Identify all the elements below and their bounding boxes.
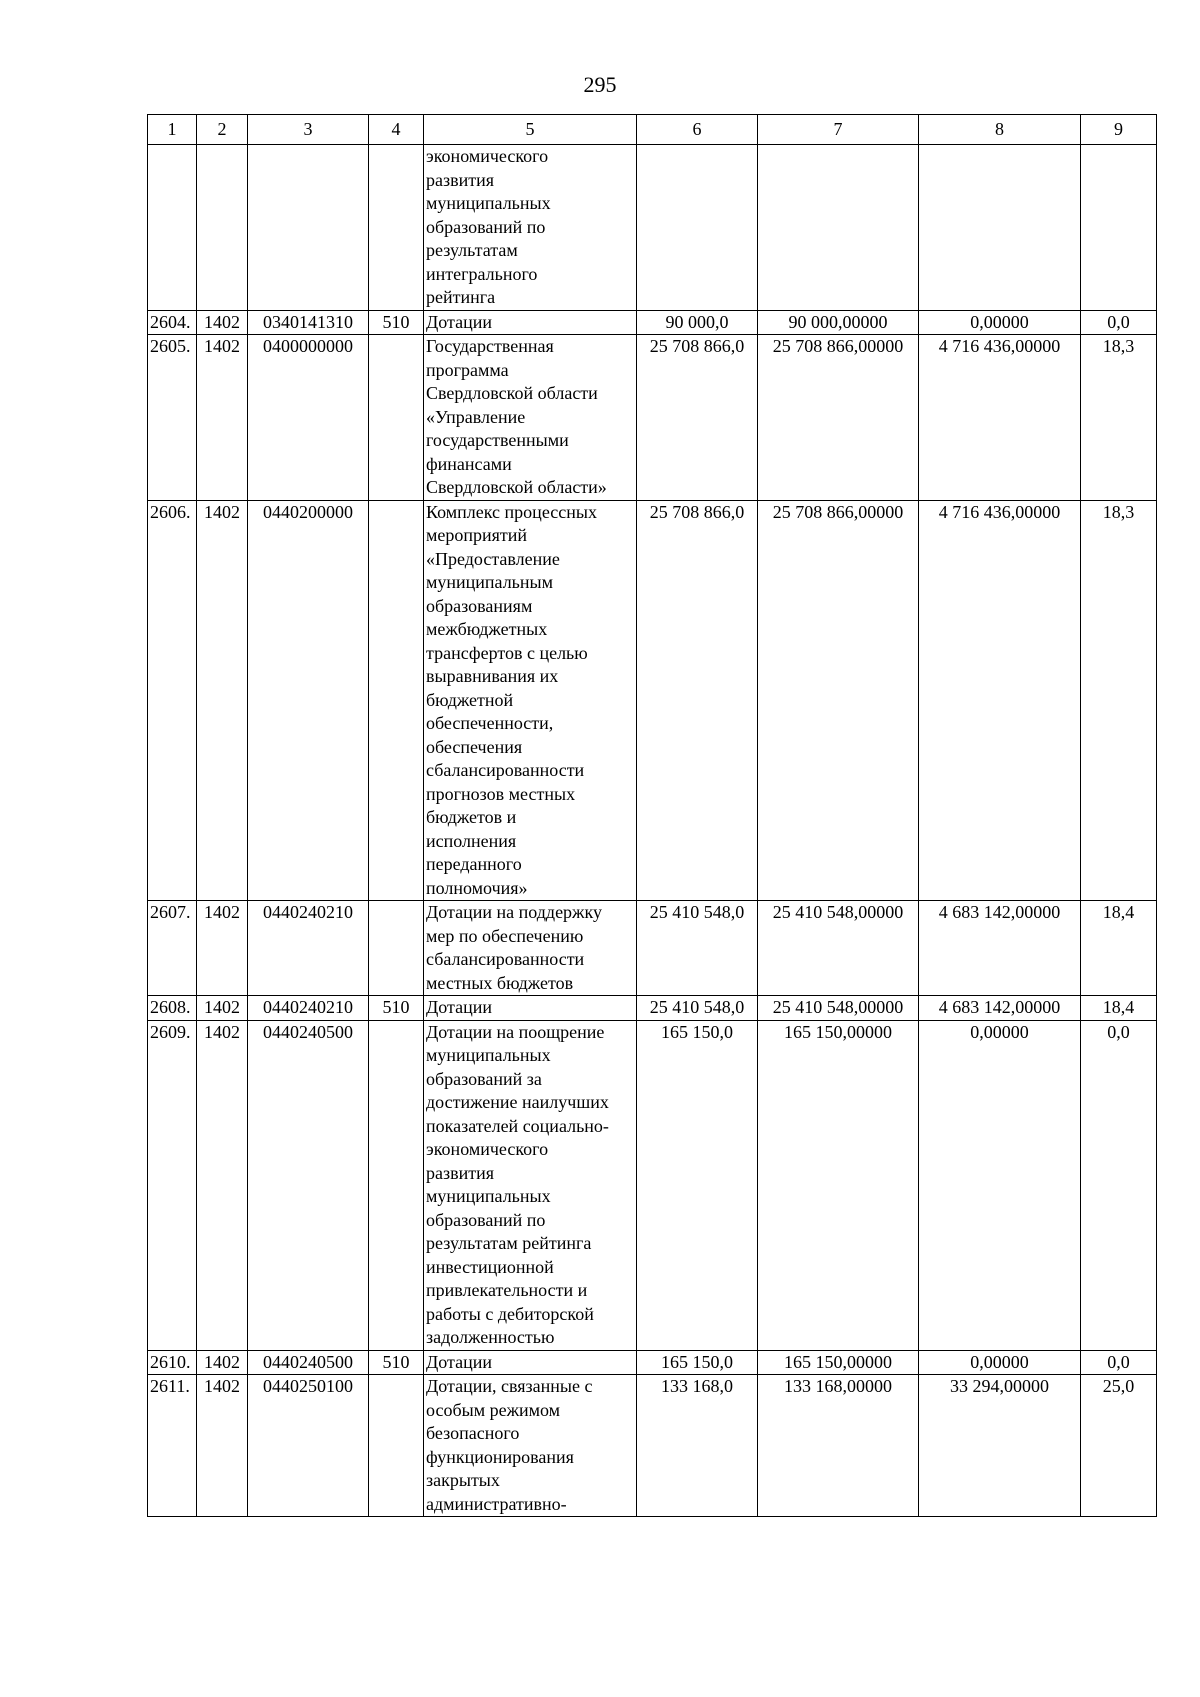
name-line: Комплекс процессных — [426, 501, 597, 522]
section-code-cell: 1402 — [197, 310, 248, 335]
name-line: Дотации — [426, 311, 493, 332]
name-line: закрытых — [426, 1470, 500, 1490]
executed-amount-cell — [919, 145, 1081, 311]
name-cell — [424, 500, 637, 901]
budget-table — [147, 114, 1157, 1517]
row-number-cell: 2605. — [148, 335, 197, 501]
expense-type-cell: 510 — [369, 996, 424, 1021]
law-amount-cell: 25 410 548,0 — [637, 996, 758, 1021]
name-cell — [424, 901, 637, 996]
executed-amount-cell: 4 683 142,00000 — [919, 901, 1081, 996]
name-line: привлекательности и — [426, 1280, 588, 1300]
name-cell — [424, 310, 637, 335]
expense-type-cell: 510 — [369, 310, 424, 335]
name-line: экономического — [426, 146, 549, 166]
executed-amount-cell: 0,00000 — [919, 310, 1081, 335]
budget-list-amount-cell: 25 410 548,00000 — [758, 996, 919, 1021]
name-line: Государственная — [426, 336, 554, 356]
percent-cell: 18,4 — [1081, 996, 1157, 1021]
target-article-cell: 0440240500 — [248, 1350, 369, 1375]
header-cell: 6 — [637, 115, 758, 145]
name-line: задолженностью — [426, 1327, 555, 1347]
name-line: Дотации, связанные с — [426, 1376, 593, 1396]
name-line: Дотации на поддержку — [426, 902, 602, 922]
name-line: местных бюджетов — [426, 972, 574, 993]
table-row — [148, 1350, 1157, 1375]
budget-list-amount-cell: 165 150,00000 — [758, 1350, 919, 1375]
percent-cell: 0,0 — [1081, 310, 1157, 335]
page-number: 295 — [583, 72, 617, 97]
name-cell — [424, 335, 637, 501]
name-line: бюджетной — [426, 689, 514, 710]
name-cell — [424, 1350, 637, 1375]
expense-type-cell — [369, 901, 424, 996]
percent-cell: 0,0 — [1081, 1350, 1157, 1375]
name-cell — [424, 145, 637, 311]
name-line: особым режимом — [426, 1399, 561, 1420]
name-line: сбалансированности — [426, 760, 585, 780]
name-line: межбюджетных — [426, 619, 548, 639]
name-line: мероприятий — [426, 525, 528, 545]
row-number-cell: 2606. — [148, 500, 197, 901]
header-cell: 4 — [369, 115, 424, 145]
header-cell: 8 — [919, 115, 1081, 145]
expense-type-cell — [369, 500, 424, 901]
name-line: переданного — [426, 854, 522, 874]
target-article-cell: 0440240210 — [248, 996, 369, 1021]
expense-type-cell: 510 — [369, 1350, 424, 1375]
law-amount-cell: 165 150,0 — [637, 1350, 758, 1375]
name-line: выравнивания их — [426, 666, 559, 686]
table-row — [148, 1375, 1157, 1517]
name-line: развития — [426, 1162, 495, 1183]
name-line: финансами — [426, 453, 512, 474]
budget-list-amount-cell — [758, 145, 919, 311]
target-article-cell — [248, 145, 369, 311]
target-article-cell: 0440250100 — [248, 1375, 369, 1517]
section-code-cell: 1402 — [197, 1020, 248, 1350]
name-line: программа — [426, 359, 509, 380]
budget-list-amount-cell: 165 150,00000 — [758, 1020, 919, 1350]
percent-cell: 25,0 — [1081, 1375, 1157, 1517]
name-line: муниципальным — [426, 572, 554, 592]
expense-type-cell — [369, 335, 424, 501]
name-line: безопасного — [426, 1423, 520, 1443]
target-article-cell: 0400000000 — [248, 335, 369, 501]
law-amount-cell: 25 410 548,0 — [637, 901, 758, 996]
row-number-cell — [148, 145, 197, 311]
executed-amount-cell: 0,00000 — [919, 1020, 1081, 1350]
name-line: образований за — [426, 1068, 542, 1089]
budget-list-amount-cell: 133 168,00000 — [758, 1375, 919, 1517]
name-line: инвестиционной — [426, 1256, 554, 1277]
row-number-cell: 2604. — [148, 310, 197, 335]
name-line: государственными — [426, 430, 569, 450]
section-code-cell: 1402 — [197, 335, 248, 501]
target-article-cell: 0340141310 — [248, 310, 369, 335]
name-line: мер по обеспечению — [426, 925, 584, 946]
budget-list-amount-cell: 90 000,00000 — [758, 310, 919, 335]
table-row — [148, 335, 1157, 501]
name-line: исполнения — [426, 830, 517, 851]
name-line: муниципальных — [426, 1186, 551, 1206]
percent-cell — [1081, 145, 1157, 311]
header-cell: 3 — [248, 115, 369, 145]
name-line: развития — [426, 169, 495, 190]
section-code-cell — [197, 145, 248, 311]
target-article-cell: 0440200000 — [248, 500, 369, 901]
name-line: прогнозов местных — [426, 783, 576, 804]
row-number-cell: 2608. — [148, 996, 197, 1021]
header-cell: 2 — [197, 115, 248, 145]
executed-amount-cell: 0,00000 — [919, 1350, 1081, 1375]
table-body — [148, 145, 1157, 1517]
name-line: муниципальных — [426, 1045, 551, 1065]
name-line: Дотации на поощрение — [426, 1021, 605, 1042]
name-line: работы с дебиторской — [426, 1303, 594, 1324]
name-line: экономического — [426, 1139, 549, 1159]
name-line: муниципальных — [426, 193, 551, 213]
name-cell — [424, 1020, 637, 1350]
target-article-cell: 0440240210 — [248, 901, 369, 996]
expense-type-cell — [369, 1020, 424, 1350]
name-cell — [424, 996, 637, 1021]
name-line: «Управление — [426, 406, 526, 427]
law-amount-cell: 90 000,0 — [637, 310, 758, 335]
law-amount-cell — [637, 145, 758, 311]
budget-list-amount-cell: 25 708 866,00000 — [758, 500, 919, 901]
name-line: показателей социально- — [426, 1115, 609, 1136]
header-cell: 9 — [1081, 115, 1157, 145]
percent-cell: 18,4 — [1081, 901, 1157, 996]
name-line: образованиям — [426, 595, 533, 616]
name-line: интегрального — [426, 263, 538, 284]
percent-cell: 18,3 — [1081, 500, 1157, 901]
percent-cell: 0,0 — [1081, 1020, 1157, 1350]
table-row — [148, 1020, 1157, 1350]
table-row — [148, 996, 1157, 1021]
name-line: рейтинга — [426, 287, 496, 307]
name-line: функционирования — [426, 1446, 574, 1467]
percent-cell: 18,3 — [1081, 335, 1157, 501]
executed-amount-cell: 4 716 436,00000 — [919, 500, 1081, 901]
name-line: полномочия» — [426, 877, 528, 898]
law-amount-cell: 133 168,0 — [637, 1375, 758, 1517]
section-code-cell: 1402 — [197, 1350, 248, 1375]
name-line: «Предоставление — [426, 548, 560, 569]
name-line: Свердловской области» — [426, 477, 607, 497]
header-cell: 7 — [758, 115, 919, 145]
name-line: Дотации — [426, 997, 493, 1017]
law-amount-cell: 25 708 866,0 — [637, 335, 758, 501]
row-number-cell: 2609. — [148, 1020, 197, 1350]
expense-type-cell — [369, 1375, 424, 1517]
name-line: обеспеченности, — [426, 713, 554, 733]
section-code-cell: 1402 — [197, 1375, 248, 1517]
name-line: Дотации — [426, 1351, 493, 1372]
name-line: Свердловской области — [426, 383, 598, 403]
name-line: административно- — [426, 1493, 567, 1514]
name-line: результатам рейтинга — [426, 1233, 592, 1253]
header-cell: 5 — [424, 115, 637, 145]
name-line: сбалансированности — [426, 949, 585, 969]
budget-list-amount-cell: 25 708 866,00000 — [758, 335, 919, 501]
section-code-cell: 1402 — [197, 996, 248, 1021]
expense-type-cell — [369, 145, 424, 311]
executed-amount-cell: 4 716 436,00000 — [919, 335, 1081, 501]
name-line: образований по — [426, 1209, 546, 1230]
row-number-cell: 2610. — [148, 1350, 197, 1375]
table-row — [148, 500, 1157, 901]
law-amount-cell: 25 708 866,0 — [637, 500, 758, 901]
table-row — [148, 901, 1157, 996]
target-article-cell: 0440240500 — [248, 1020, 369, 1350]
name-line: обеспечения — [426, 736, 523, 757]
table-row — [148, 145, 1157, 311]
section-code-cell: 1402 — [197, 500, 248, 901]
section-code-cell: 1402 — [197, 901, 248, 996]
header-row — [148, 115, 1157, 145]
row-number-cell: 2611. — [148, 1375, 197, 1517]
header-cell: 1 — [148, 115, 197, 145]
name-line: трансфертов с целью — [426, 642, 588, 663]
executed-amount-cell: 4 683 142,00000 — [919, 996, 1081, 1021]
name-line: результатам — [426, 240, 518, 260]
law-amount-cell: 165 150,0 — [637, 1020, 758, 1350]
row-number-cell: 2607. — [148, 901, 197, 996]
table-row — [148, 310, 1157, 335]
executed-amount-cell: 33 294,00000 — [919, 1375, 1081, 1517]
name-line: достижение наилучших — [426, 1092, 609, 1112]
name-line: бюджетов и — [426, 807, 517, 827]
name-cell — [424, 1375, 637, 1517]
name-line: образований по — [426, 216, 546, 237]
budget-list-amount-cell: 25 410 548,00000 — [758, 901, 919, 996]
